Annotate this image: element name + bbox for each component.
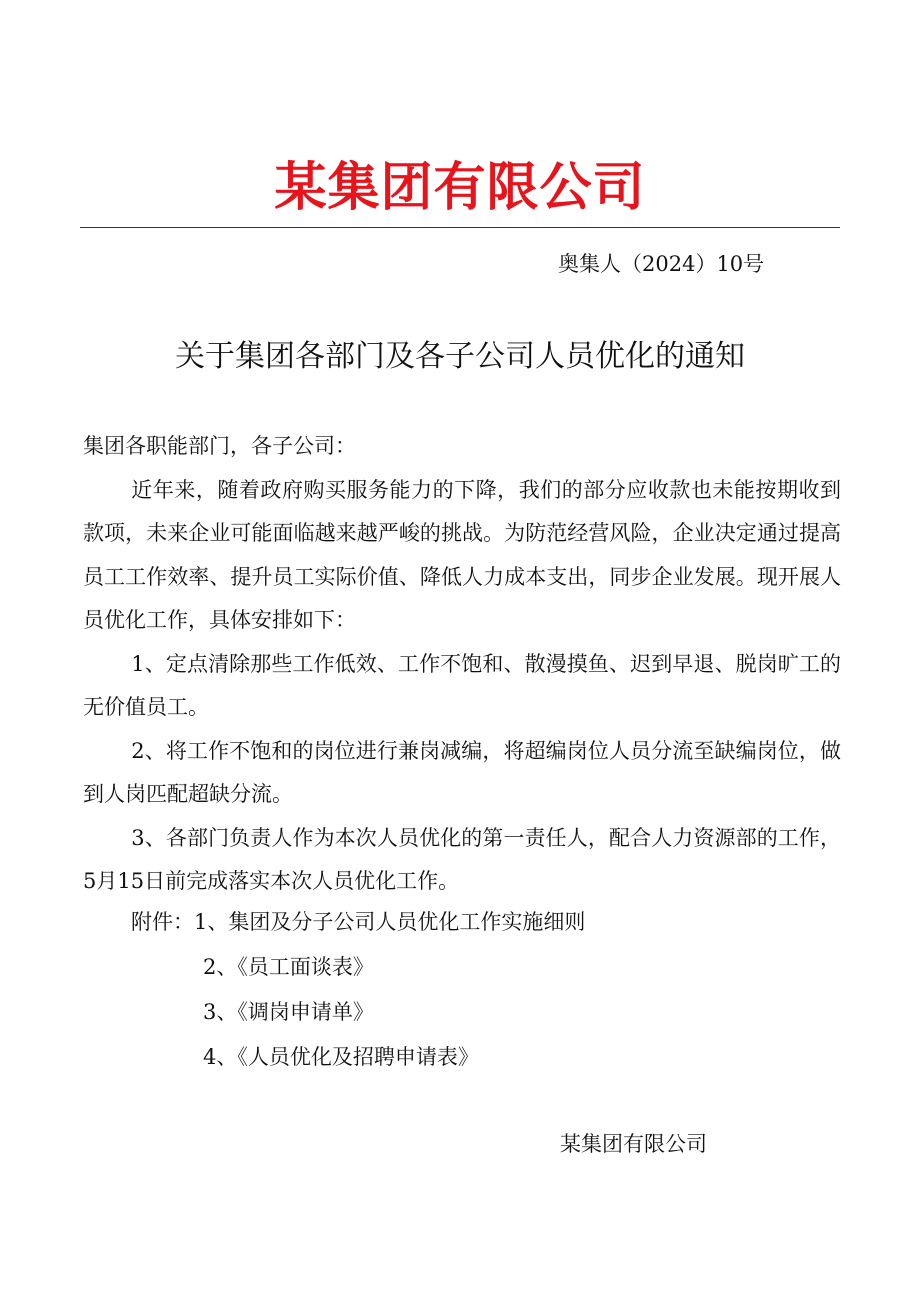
body-paragraph-item-2: 2、将工作不饱和的岗位进行兼岗减编，将超编岗位人员分流至缺编岗位，做到人岗匹配超缺分流。 xyxy=(83,738,841,806)
attachment-title: 2、《员工面谈表》 xyxy=(203,955,374,979)
attachment-title: 3、《调岗申请单》 xyxy=(203,1000,374,1024)
notice-title: 关于集团各部门及各子公司人员优化的通知 xyxy=(175,339,745,374)
attachment-item xyxy=(131,1035,585,1080)
attachment-title: 1、集团及分子公司人员优化工作实施细则 xyxy=(194,910,586,934)
salutation: 集团各职能部门，各子公司： xyxy=(83,434,356,458)
attachment-item xyxy=(131,945,585,990)
body-paragraph-intro: 近年来，随着政府购买服务能力的下降，我们的部分应收款也未能按期收到款项，未来企业可能面临越来越严峻的挑战。为防范经营风险，企业决定通过提高员工工作效率、提升员工实际价值、降低人力成本支出，同步企业发展。现开展人员优化工作，具体安排如下： xyxy=(83,477,841,632)
header-divider xyxy=(80,227,840,228)
body-paragraph-item-1: 1、定点清除那些工作低效、工作不饱和、散漫摸鱼、迟到早退、脱岗旷工的无价值员工。 xyxy=(83,651,841,719)
body-paragraph-item-3: 3、各部门负责人作为本次人员优化的第一责任人，配合人力资源部的工作，5月15日前完成落实本次人员优化工作。 xyxy=(83,825,841,893)
signature-company: 某集团有限公司 xyxy=(560,1132,707,1156)
attachments-label: 附件： xyxy=(131,910,194,934)
document-number: 奥集人（2024）10号 xyxy=(558,252,765,276)
company-header: 某集团有限公司 xyxy=(274,158,646,218)
attachment-item xyxy=(131,900,585,945)
notice-body xyxy=(83,425,841,904)
attachments-list xyxy=(131,900,585,1080)
attachment-title: 4、《人员优化及招聘申请表》 xyxy=(203,1045,479,1069)
attachment-item xyxy=(131,990,585,1035)
